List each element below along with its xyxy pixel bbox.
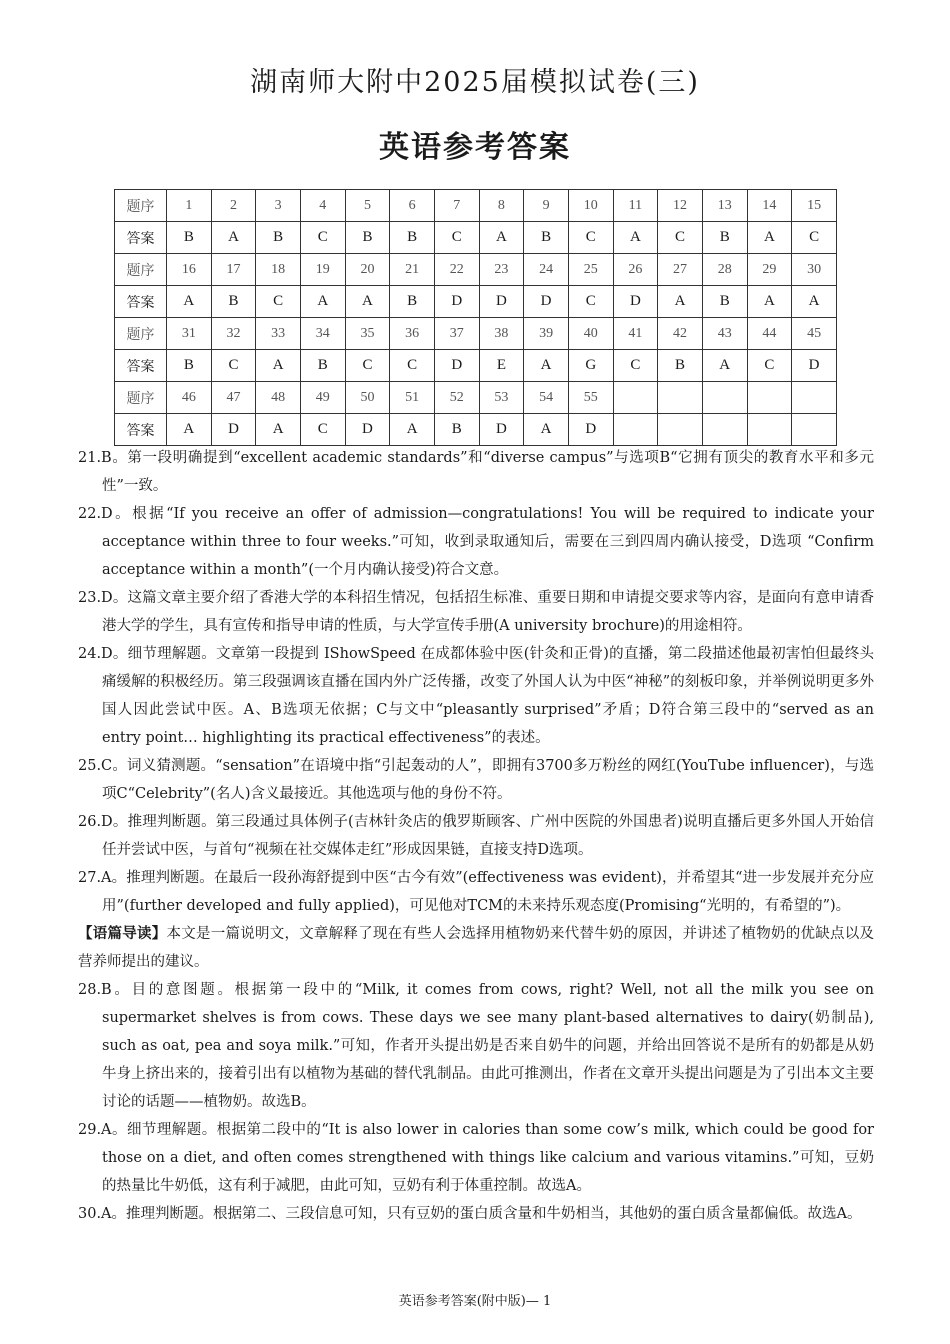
question-number-cell: 43 [702,318,747,350]
page-title: 湖南师大附中2025届模拟试卷(三) [250,67,700,98]
question-label-cell: 题序 [115,318,167,350]
question-number-cell: 7 [434,190,479,222]
answer-cell: A [345,286,390,318]
answer-cell: C [256,286,301,318]
answer-cell: D [524,286,569,318]
answer-cell: D [479,414,524,446]
answer-cell: B [256,222,301,254]
answer-cell [658,414,703,446]
explanation-21: 21.B。第一段明确提到“excellent academic standards”和“diverse campus”与选项B“它拥有顶尖的教育水平和多元性”一致。 [78,450,874,494]
explanation-29: 29.A。细节理解题。根据第二段中的“It is also lower in calories than some cow’s milk, which could be good for those on a diet, and often comes strengthened with things like calcium and various vitamins.”可知，豆奶的热量比牛奶低，这有利于减肥，由此可知，豆奶有利于体重控制。故选A。 [78,1122,874,1194]
question-number-cell: 33 [256,318,301,350]
question-number-cell: 41 [613,318,658,350]
answer-cell: A [792,286,837,318]
answer-cell: A [613,222,658,254]
answer-cell: E [479,350,524,382]
answer-cell: D [792,350,837,382]
answer-cell: D [434,286,479,318]
question-number-cell [747,382,792,414]
answer-cell: C [658,222,703,254]
answer-cell: A [256,350,301,382]
answer-cell: G [568,350,613,382]
question-number-cell: 22 [434,254,479,286]
question-number-cell: 26 [613,254,658,286]
answer-cell: A [702,350,747,382]
question-number-cell [613,382,658,414]
question-number-cell: 10 [568,190,613,222]
answer-cell: A [524,350,569,382]
question-number-cell: 50 [345,382,390,414]
question-label-cell: 题序 [115,254,167,286]
answer-cell: A [658,286,703,318]
answer-label-cell: 答案 [115,222,167,254]
question-number-cell [702,382,747,414]
answer-cell: A [167,286,212,318]
answer-cell: C [613,350,658,382]
page-footer: 英语参考答案(附中版)— 1 [398,1294,552,1309]
question-number-cell: 30 [792,254,837,286]
question-number-cell: 11 [613,190,658,222]
question-number-row [115,190,837,222]
question-number-cell: 36 [390,318,435,350]
answer-cell: B [345,222,390,254]
answer-cell: C [568,286,613,318]
question-number-cell: 9 [524,190,569,222]
question-number-cell: 35 [345,318,390,350]
question-number-cell: 40 [568,318,613,350]
answer-cell: D [211,414,256,446]
question-number-cell: 54 [524,382,569,414]
question-number-cell: 4 [300,190,345,222]
answer-cell: C [300,414,345,446]
answer-cell: B [702,286,747,318]
question-number-cell: 47 [211,382,256,414]
question-number-cell: 42 [658,318,703,350]
answer-label-cell: 答案 [115,414,167,446]
answer-row [115,414,837,446]
question-number-cell: 55 [568,382,613,414]
question-number-cell: 48 [256,382,301,414]
question-number-cell: 25 [568,254,613,286]
answer-cell: D [613,286,658,318]
question-number-cell: 18 [256,254,301,286]
question-number-cell: 39 [524,318,569,350]
answer-cell: B [167,350,212,382]
answer-cell: C [390,350,435,382]
answer-row [115,222,837,254]
question-number-cell: 34 [300,318,345,350]
question-number-row [115,382,837,414]
answer-row [115,286,837,318]
explanation-24: 24.D。细节理解题。文章第一段提到 IShowSpeed 在成都体验中医(针灸和正骨)的直播，第二段描述他最初害怕但最终头痛缓解的积极经历。第三段强调该直播在国内外广泛传播，改变了外国人认为中医“神秘”的刻板印象，并举例说明更多外国人因此尝试中医。A、B选项无依据；C与文中“pleasantly surprised”矛盾；D符合第三段中的“served as an entry point… highlighting its practical effectiveness”的表述。 [78,646,874,746]
question-number-cell [658,382,703,414]
answer-cell: C [747,350,792,382]
answer-cell: C [345,350,390,382]
explanation-30: 30.A。推理判断题。根据第二、三段信息可知，只有豆奶的蛋白质含量和牛奶相当，其他奶的蛋白质含量都偏低。故选A。 [78,1206,862,1222]
answer-cell: B [702,222,747,254]
answer-label-cell: 答案 [115,350,167,382]
question-number-cell: 24 [524,254,569,286]
question-number-cell: 38 [479,318,524,350]
answer-row [115,350,837,382]
question-number-cell: 21 [390,254,435,286]
explanation-23: 23.D。这篇文章主要介绍了香港大学的本科招生情况，包括招生标准、重要日期和申请提交要求等内容，是面向有意申请香港大学的学生，具有宣传和指导申请的性质，与大学宣传手册(A university brochure)的用途相符。 [78,590,874,634]
answer-cell: B [390,286,435,318]
answer-cell: C [792,222,837,254]
question-number-row [115,318,837,350]
explanations [78,444,874,1228]
answer-cell: A [256,414,301,446]
explanation-28: 28.B。目的意图题。根据第一段中的“Milk, it comes from cows, right? Well, not all the milk you see on supermarket shelves is from cows. These days we see many plant-based alternatives to dairy(奶制品), such as oat, pea and soya milk.”可知，作者开头提出奶是否来自奶牛的问题，并给出回答说不是所有的奶都是从奶牛身上挤出来的，接着引出有以植物为基础的替代乳制品。由此可推测出，作者在文章开头提出问题是为了引出本文主要讨论的话题——植物奶。故选B。 [78,982,874,1110]
question-number-cell [792,382,837,414]
question-number-cell: 28 [702,254,747,286]
answer-cell: D [568,414,613,446]
answer-cell: D [479,286,524,318]
answer-cell: A [211,222,256,254]
question-label-cell: 题序 [115,190,167,222]
question-number-cell: 37 [434,318,479,350]
question-number-row [115,254,837,286]
answer-cell: C [434,222,479,254]
question-number-cell: 32 [211,318,256,350]
answer-cell: B [167,222,212,254]
question-number-cell: 14 [747,190,792,222]
answer-cell: C [568,222,613,254]
question-number-cell: 44 [747,318,792,350]
answer-cell: A [747,222,792,254]
answer-cell: A [300,286,345,318]
explanation-25: 25.C。词义猜测题。“sensation”在语境中指“引起轰动的人”，即拥有3700多万粉丝的网红(YouTube influencer)，与选项C“Celebrity”(名人)含义最接近。其他选项与他的身份不符。 [78,758,874,802]
answer-cell: A [524,414,569,446]
question-number-cell: 29 [747,254,792,286]
question-number-cell: 45 [792,318,837,350]
page-subtitle: 英语参考答案 [379,130,571,165]
question-number-cell: 52 [434,382,479,414]
answer-cell: C [300,222,345,254]
question-number-cell: 49 [300,382,345,414]
answer-cell: A [747,286,792,318]
question-number-cell: 46 [167,382,212,414]
explanation-27: 27.A。推理判断题。在最后一段孙海舒提到中医“古今有效”(effectiveness was evident)，并希望其“进一步发展并充分应用”(further developed and fully applied)，可见他对TCM的未来持乐观态度(Promising“光明的，有希望的”)。 [78,870,874,914]
question-number-cell: 23 [479,254,524,286]
answer-table [114,189,837,446]
answer-cell: B [434,414,479,446]
passage-guide-text: 本文是一篇说明文，文章解释了现在有些人会选择用植物奶来代替牛奶的原因，并讲述了植物奶的优缺点以及营养师提出的建议。 [78,926,875,970]
question-number-cell: 15 [792,190,837,222]
question-number-cell: 17 [211,254,256,286]
question-number-cell: 19 [300,254,345,286]
answer-cell: B [300,350,345,382]
answer-cell: A [167,414,212,446]
answer-cell: B [524,222,569,254]
explanation-22: 22.D。根据“If you receive an offer of admission—congratulations! You will be required to indicate your acceptance within three to four weeks.”可知，收到录取通知后，需要在三到四周内确认接受，D选项 “Confirm acceptance within a month”(一个月内确认接受)符合文意。 [78,506,874,578]
answer-cell: C [211,350,256,382]
question-number-cell: 53 [479,382,524,414]
answer-cell [613,414,658,446]
answer-cell: B [211,286,256,318]
answer-cell: D [434,350,479,382]
question-number-cell: 13 [702,190,747,222]
answer-cell [747,414,792,446]
question-number-cell: 1 [167,190,212,222]
question-number-cell: 20 [345,254,390,286]
passage-guide-tag: 【语篇导读】 [78,926,167,942]
question-number-cell: 12 [658,190,703,222]
question-number-cell: 31 [167,318,212,350]
question-number-cell: 3 [256,190,301,222]
question-number-cell: 6 [390,190,435,222]
answer-cell: A [479,222,524,254]
question-number-cell: 51 [390,382,435,414]
explanation-26: 26.D。推理判断题。第三段通过具体例子(吉林针灸店的俄罗斯顾客、广州中医院的外国患者)说明直播后更多外国人开始信任并尝试中医，与首句“视频在社交媒体走红”形成因果链，直接支持D选项。 [78,814,874,858]
passage-guide [78,920,874,976]
answer-cell: B [390,222,435,254]
answer-cell: A [390,414,435,446]
answer-cell: D [345,414,390,446]
answer-cell [702,414,747,446]
question-number-cell: 27 [658,254,703,286]
answer-cell: B [658,350,703,382]
question-number-cell: 2 [211,190,256,222]
question-number-cell: 8 [479,190,524,222]
question-label-cell: 题序 [115,382,167,414]
answer-cell [792,414,837,446]
question-number-cell: 16 [167,254,212,286]
question-number-cell: 5 [345,190,390,222]
answer-label-cell: 答案 [115,286,167,318]
